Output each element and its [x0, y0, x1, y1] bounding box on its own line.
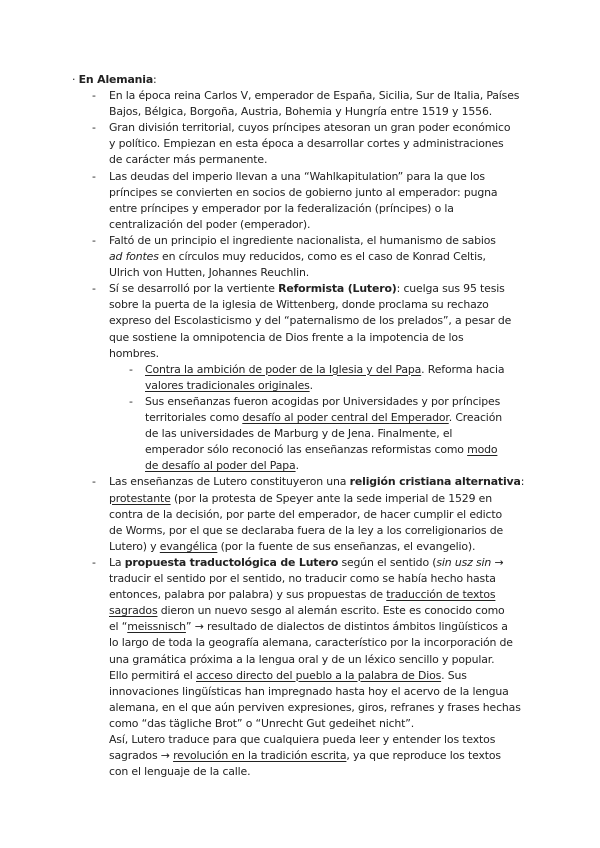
text-line: [109, 507, 502, 522]
text-segment: Bajos, Bélgica, Borgoña, Austria, Bohemia y Hungría entre 1519 y 1556.: [109, 105, 493, 119]
text-line: [145, 362, 504, 377]
text-line: [109, 700, 521, 715]
text-segment: entre príncipes y emperador por la federalización (príncipes) o la: [109, 201, 454, 215]
text-line: [109, 619, 508, 634]
text-line: [109, 748, 501, 763]
text-segment: expreso del Escolasticismo y del “paternalismo de los prelados”, a pesar de: [109, 314, 512, 328]
text-segment: entonces, palabra por palabra) y sus propuestas de: [109, 588, 387, 602]
text-segment: Ulrich von Hutten, Johannes Reuchlin.: [109, 266, 310, 280]
text-segment: La: [109, 555, 125, 569]
text-line: [109, 716, 414, 731]
text-segment: de las universidades de Marburg y de Jena. Finalmente, el: [145, 427, 453, 441]
text-segment: Gran división territorial, cuyos príncipes atesoran un gran poder económico: [109, 121, 511, 135]
underlined-text: Contra la ambición de poder de la Iglesia y del Papa: [145, 362, 422, 376]
text-line: [109, 330, 463, 345]
text-line: [109, 281, 505, 296]
text-line: [109, 571, 496, 586]
text-segment: como “das tägliche Brot” o “Unrecht Gut gedeihet nicht”.: [109, 716, 415, 730]
text-line: [109, 474, 524, 489]
text-line: [109, 587, 495, 602]
text-segment: el “: [109, 620, 128, 634]
text-segment: hombres.: [109, 346, 159, 360]
text-line: [109, 104, 492, 119]
text-line: [109, 120, 510, 135]
section-title: En Alemania: [78, 73, 154, 86]
text-segment: ” → resultado de dialectos de distintos ámbitos lingüísticos a: [185, 620, 508, 634]
bold-text: religión cristiana alternativa: [349, 475, 521, 489]
text-line: [145, 378, 313, 393]
text-segment: traducir el sentido por el sentido, no traducir como se había hecho hasta: [109, 572, 496, 585]
text-line: [109, 233, 496, 248]
text-segment: Las enseñanzas de Lutero constituyeron una: [109, 475, 350, 489]
text-segment: . Sus: [441, 668, 467, 682]
text-segment: Las deudas del imperio llevan a una “Wahlkapitulation” para la que los: [109, 169, 485, 183]
text-line: [145, 458, 299, 473]
text-line: [109, 539, 475, 554]
text-segment: según el sentido (: [338, 555, 437, 569]
list-bullet-dash: -: [129, 362, 133, 376]
text-segment: innovaciones lingüísticas han impregnado hasta hoy el acervo de la lengua: [109, 684, 509, 698]
text-line: [109, 764, 250, 779]
text-segment: . Creación: [448, 411, 502, 424]
text-segment: sobre la puerta de la iglesia de Wittenberg, donde proclama su rechazo: [109, 298, 489, 312]
italic-text: sin usz sin: [436, 555, 492, 569]
text-line: [145, 394, 500, 409]
text-segment: , ya que reproduce los textos: [346, 749, 501, 763]
text-segment: .: [309, 378, 313, 392]
text-line: [109, 684, 509, 699]
text-line: [145, 410, 502, 425]
underlined-text: evangélica: [159, 539, 218, 553]
underlined-text: desafío al poder central del Emperador: [242, 411, 449, 424]
text-segment: con el lenguaje de la calle.: [109, 765, 251, 779]
underlined-text: acceso directo del pueblo a la palabra de Dios: [196, 668, 442, 682]
text-segment: (por la protesta de Speyer ante la sede imperial de 1529 en: [170, 491, 492, 505]
text-segment: lo largo de toda la geografía alemana, característico por la incorporación de: [109, 636, 513, 650]
text-segment: Sí se desarrolló por la vertiente: [109, 282, 279, 296]
text-line: [109, 555, 503, 570]
text-line: [109, 523, 503, 538]
underlined-text: traducción de textos: [386, 588, 496, 602]
text-segment: que sostiene la omnipotencia de Dios frente a la impotencia de los: [109, 330, 464, 344]
underlined-text: de desafío al poder del Papa: [145, 459, 296, 473]
text-segment: Así, Lutero traduce para que cualquiera pueda leer y entender los textos: [109, 733, 496, 746]
text-segment: centralización del poder (emperador).: [109, 217, 311, 231]
underlined-text: protestante: [109, 491, 171, 505]
underlined-text: meissnisch: [127, 620, 186, 634]
list-bullet-dash: -: [92, 121, 96, 135]
section-heading: [72, 72, 157, 87]
underlined-text: valores tradicionales originales: [145, 378, 310, 392]
list-bullet-dash: -: [92, 233, 96, 247]
text-segment: contra de la decisión, por parte del emperador, de hacer cumplir el edicto: [109, 507, 502, 521]
text-line: [109, 313, 511, 328]
text-line: [145, 426, 452, 441]
section-bullet: ·: [72, 73, 76, 86]
section-colon: :: [153, 73, 157, 86]
text-segment: :: [520, 475, 525, 489]
text-segment: príncipes se convierten en socios de gobierno junto al emperador: pugna: [109, 185, 498, 199]
text-segment: Faltó de un principio el ingrediente nacionalista, el humanismo de sabios: [109, 233, 496, 247]
text-line: [109, 668, 467, 683]
text-segment: dieron un nuevo sesgo al alemán escrito. Este es conocido como: [157, 604, 505, 618]
italic-text: ad fontes: [109, 250, 159, 263]
text-segment: emperador sólo reconoció las enseñanzas reformistas como: [145, 443, 468, 457]
text-segment: (por la fuente de sus enseñanzas, el evangelio).: [217, 539, 476, 553]
text-segment: de carácter más permanente.: [109, 153, 268, 167]
text-segment: una gramática próxima a la lengua oral y de un léxico sencillo y popular.: [109, 652, 495, 666]
list-bullet-dash: -: [92, 282, 96, 296]
text-line: [109, 136, 504, 151]
text-segment: alemana, en el que aún perviven expresiones, giros, refranes y frases hechas: [109, 700, 521, 714]
text-segment: .: [295, 459, 299, 473]
text-segment: Ello permitirá el: [109, 668, 196, 682]
text-line: [109, 217, 310, 232]
text-segment: en círculos muy reducidos, como es el caso de Konrad Celtis,: [158, 250, 486, 263]
text-segment: sagrados →: [109, 749, 174, 763]
list-bullet-dash: -: [92, 89, 96, 102]
underlined-text: revolución en la tradición escrita: [173, 749, 347, 763]
text-line: [109, 346, 159, 361]
text-segment: . Reforma hacia: [421, 362, 505, 376]
text-segment: En la época reina Carlos V, emperador de España, Sicilia, Sur de Italia, Países: [109, 89, 520, 102]
text-line: [109, 249, 486, 264]
list-bullet-dash: -: [92, 475, 96, 489]
text-line: [109, 603, 505, 618]
text-line: [109, 185, 497, 200]
text-segment: Lutero) y: [109, 539, 160, 553]
list-bullet-dash: -: [92, 555, 96, 569]
text-segment: : cuelga sus 95 tesis: [396, 282, 505, 296]
bold-text: propuesta traductológica de Lutero: [124, 555, 339, 569]
text-line: [109, 732, 495, 747]
text-segment: →: [491, 555, 504, 569]
text-line: [109, 652, 494, 667]
text-segment: de Worms, por el que se declaraba fuera de la ley a los correligionarios de: [109, 523, 504, 537]
text-line: [109, 169, 485, 184]
text-segment: y político. Empiezan en esta época a desarrollar cortes y administraciones: [109, 137, 504, 151]
text-segment: territoriales como: [145, 411, 243, 424]
text-line: [109, 201, 454, 216]
text-line: [109, 152, 267, 167]
list-bullet-dash: -: [92, 169, 96, 183]
text-line: [109, 265, 309, 280]
text-line: [109, 297, 489, 312]
underlined-text: sagrados: [109, 604, 158, 618]
text-line: [145, 442, 497, 457]
text-segment: Sus enseñanzas fueron acogidas por Universidades y por príncipes: [145, 394, 501, 408]
text-line: [109, 88, 519, 103]
text-line: [109, 635, 513, 650]
bold-text: Reformista (Lutero): [278, 282, 397, 296]
list-bullet-dash: -: [129, 394, 133, 408]
text-line: [109, 491, 492, 506]
underlined-text: modo: [467, 443, 498, 457]
